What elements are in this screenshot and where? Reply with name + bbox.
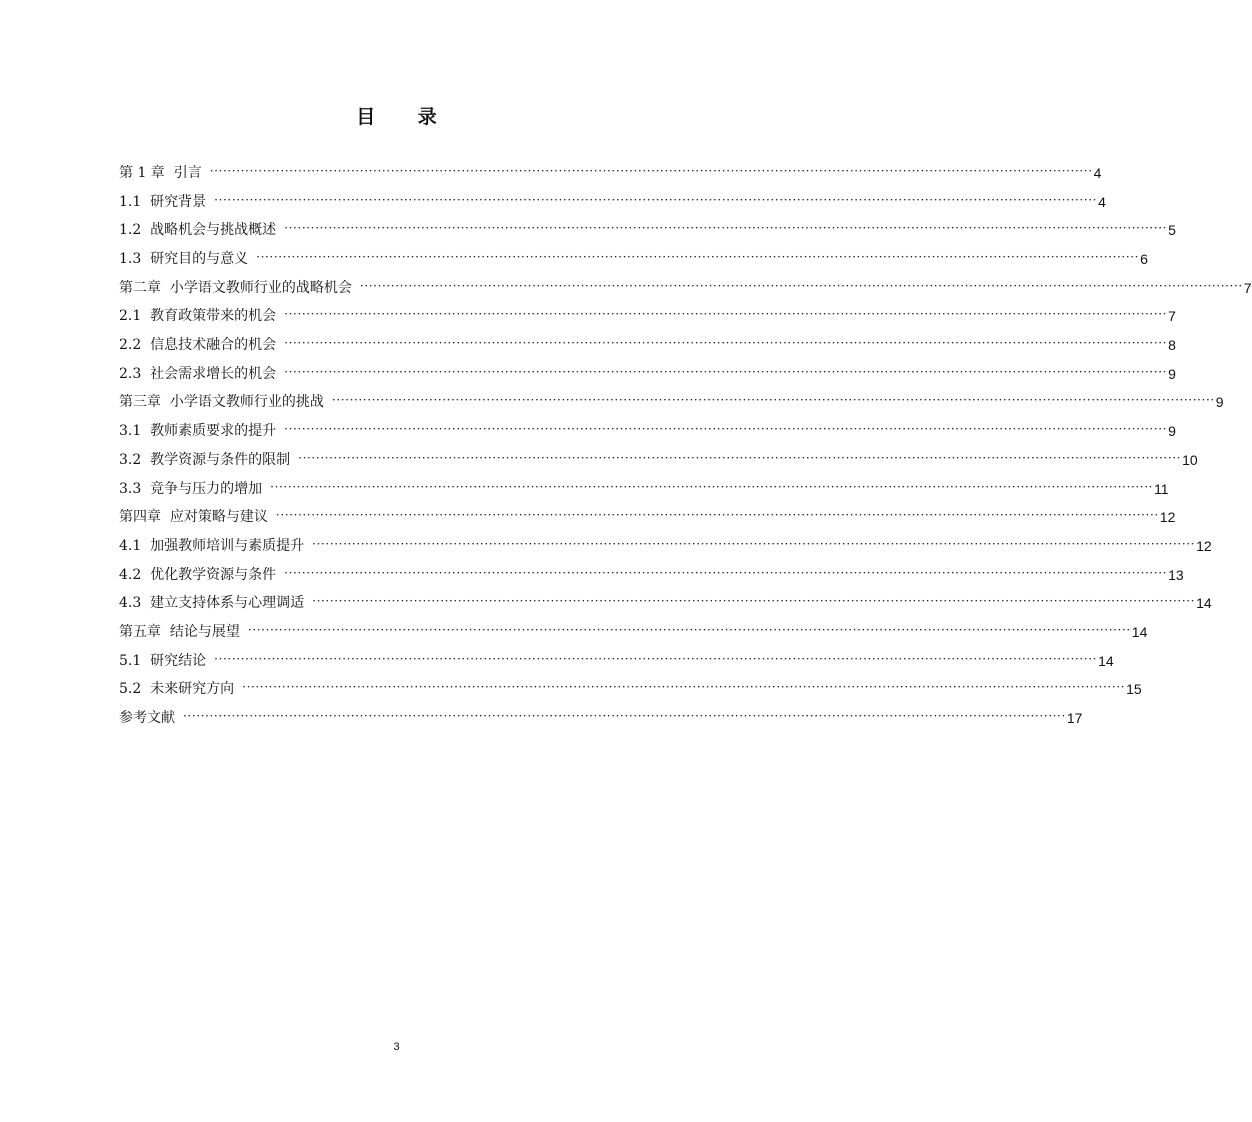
- toc-entry-label: 第三章 小学语文教师行业的挑战: [119, 394, 324, 411]
- toc-leader-dots: ········································································································································································································: [214, 651, 1098, 666]
- toc-entry-page: 12: [1159, 509, 1176, 526]
- toc-entry-label: 1.3 研究目的与意义: [119, 251, 249, 268]
- toc-entry[interactable]: [119, 360, 1176, 389]
- toc-leader-dots: ········································································································································································································: [242, 680, 1126, 695]
- toc-entry[interactable]: [119, 675, 1142, 704]
- toc-entry[interactable]: [119, 302, 1176, 331]
- toc-entry-label: 第四章 应对策略与建议: [119, 509, 268, 526]
- toc-entry-label: 1.1 研究背景: [119, 193, 207, 210]
- toc-entry-label: 第二章 小学语文教师行业的战略机会: [119, 279, 352, 296]
- toc-entry[interactable]: [119, 446, 1198, 475]
- toc-entry-label: 1.2 战略机会与挑战概述: [119, 222, 277, 239]
- toc-entry[interactable]: [119, 704, 1083, 733]
- toc-entry[interactable]: [119, 503, 1176, 532]
- toc-entry-page: 8: [1168, 337, 1176, 354]
- toc-entry-label: 4.1 加强教师培训与素质提升: [119, 537, 305, 554]
- toc-leader-dots: ········································································································································································································: [312, 536, 1196, 551]
- toc-leader-dots: ········································································································································································································: [270, 479, 1154, 494]
- toc-entry-page: 15: [1126, 681, 1142, 698]
- toc-leader-dots: ········································································································································································································: [312, 594, 1196, 609]
- toc-entry-label: 2.2 信息技术融合的机会: [119, 337, 277, 354]
- toc-entry[interactable]: [119, 159, 1102, 188]
- toc-entry-page: 12: [1196, 537, 1212, 554]
- toc-entry-page: 9: [1168, 365, 1176, 382]
- toc-entry[interactable]: [119, 589, 1212, 618]
- toc-entry[interactable]: [119, 475, 1169, 504]
- toc-entry-page: 9: [1168, 423, 1176, 440]
- toc-entry-page: 4: [1093, 164, 1102, 181]
- toc-leader-dots: ········································································································································································································: [275, 508, 1159, 523]
- toc-entry-page: 5: [1168, 222, 1176, 239]
- toc-entry[interactable]: [119, 561, 1184, 590]
- page-number: 3: [393, 1041, 400, 1053]
- toc-entry-page: 14: [1098, 652, 1114, 669]
- toc-entry-page: 14: [1196, 595, 1212, 612]
- toc-entry[interactable]: [119, 389, 1224, 418]
- toc-leader-dots: ········································································································································································································: [214, 192, 1098, 207]
- toc-entry-page: 13: [1168, 566, 1184, 583]
- toc-entry-page: 11: [1154, 480, 1169, 497]
- toc-entry[interactable]: [119, 331, 1176, 360]
- toc-entry-page: 7: [1168, 308, 1176, 325]
- toc-leader-dots: ········································································································································································································: [209, 163, 1093, 178]
- toc-entry-label: 3.3 竞争与压力的增加: [119, 480, 263, 497]
- toc-entry-page: 9: [1215, 394, 1224, 411]
- toc-entry[interactable]: [119, 274, 1252, 303]
- toc-entry-label: 4.2 优化教学资源与条件: [119, 566, 277, 583]
- toc-entry[interactable]: [119, 417, 1176, 446]
- toc-entry[interactable]: [119, 532, 1212, 561]
- toc-list: [119, 159, 1252, 733]
- toc-leader-dots: ········································································································································································································: [247, 622, 1131, 637]
- toc-entry-label: 3.1 教师素质要求的提升: [119, 423, 277, 440]
- toc-entry-label: 3.2 教学资源与条件的限制: [119, 451, 291, 468]
- toc-entry-label: 5.1 研究结论: [119, 652, 207, 669]
- toc-entry-label: 2.3 社会需求增长的机会: [119, 365, 277, 382]
- toc-entry[interactable]: [119, 216, 1176, 245]
- toc-leader-dots: ········································································································································································································: [284, 565, 1168, 580]
- toc-leader-dots: ········································································································································································································: [359, 278, 1243, 293]
- toc-leader-dots: ········································································································································································································: [284, 307, 1168, 322]
- toc-entry[interactable]: [119, 188, 1106, 217]
- toc-leader-dots: ········································································································································································································: [284, 364, 1168, 379]
- toc-leader-dots: ········································································································································································································: [284, 221, 1168, 236]
- toc-leader-dots: ········································································································································································································: [284, 422, 1168, 437]
- toc-leader-dots: ········································································································································································································: [331, 393, 1215, 408]
- toc-entry[interactable]: [119, 245, 1148, 274]
- toc-leader-dots: ········································································································································································································: [183, 709, 1066, 724]
- toc-entry-page: 6: [1140, 251, 1148, 268]
- toc-entry-label: 第五章 结论与展望: [119, 623, 240, 640]
- toc-entry[interactable]: [119, 647, 1114, 676]
- toc-entry-page: 14: [1131, 623, 1148, 640]
- toc-entry-page: 7: [1243, 279, 1252, 296]
- toc-entry-label: 参考文献: [119, 710, 175, 727]
- toc-title: 目 录: [356, 106, 455, 128]
- toc-leader-dots: ········································································································································································································: [298, 450, 1182, 465]
- toc-entry-label: 4.3 建立支持体系与心理调适: [119, 595, 305, 612]
- toc-entry[interactable]: [119, 618, 1148, 647]
- toc-entry-label: 5.2 未来研究方向: [119, 681, 235, 698]
- toc-entry-page: 10: [1182, 451, 1198, 468]
- toc-leader-dots: ········································································································································································································: [256, 250, 1140, 265]
- toc-entry-page: 17: [1066, 710, 1083, 727]
- toc-entry-label: 2.1 教育政策带来的机会: [119, 308, 277, 325]
- toc-leader-dots: ········································································································································································································: [284, 336, 1168, 351]
- toc-entry-label: 第 1 章 引言: [119, 164, 202, 181]
- toc-entry-page: 4: [1098, 193, 1106, 210]
